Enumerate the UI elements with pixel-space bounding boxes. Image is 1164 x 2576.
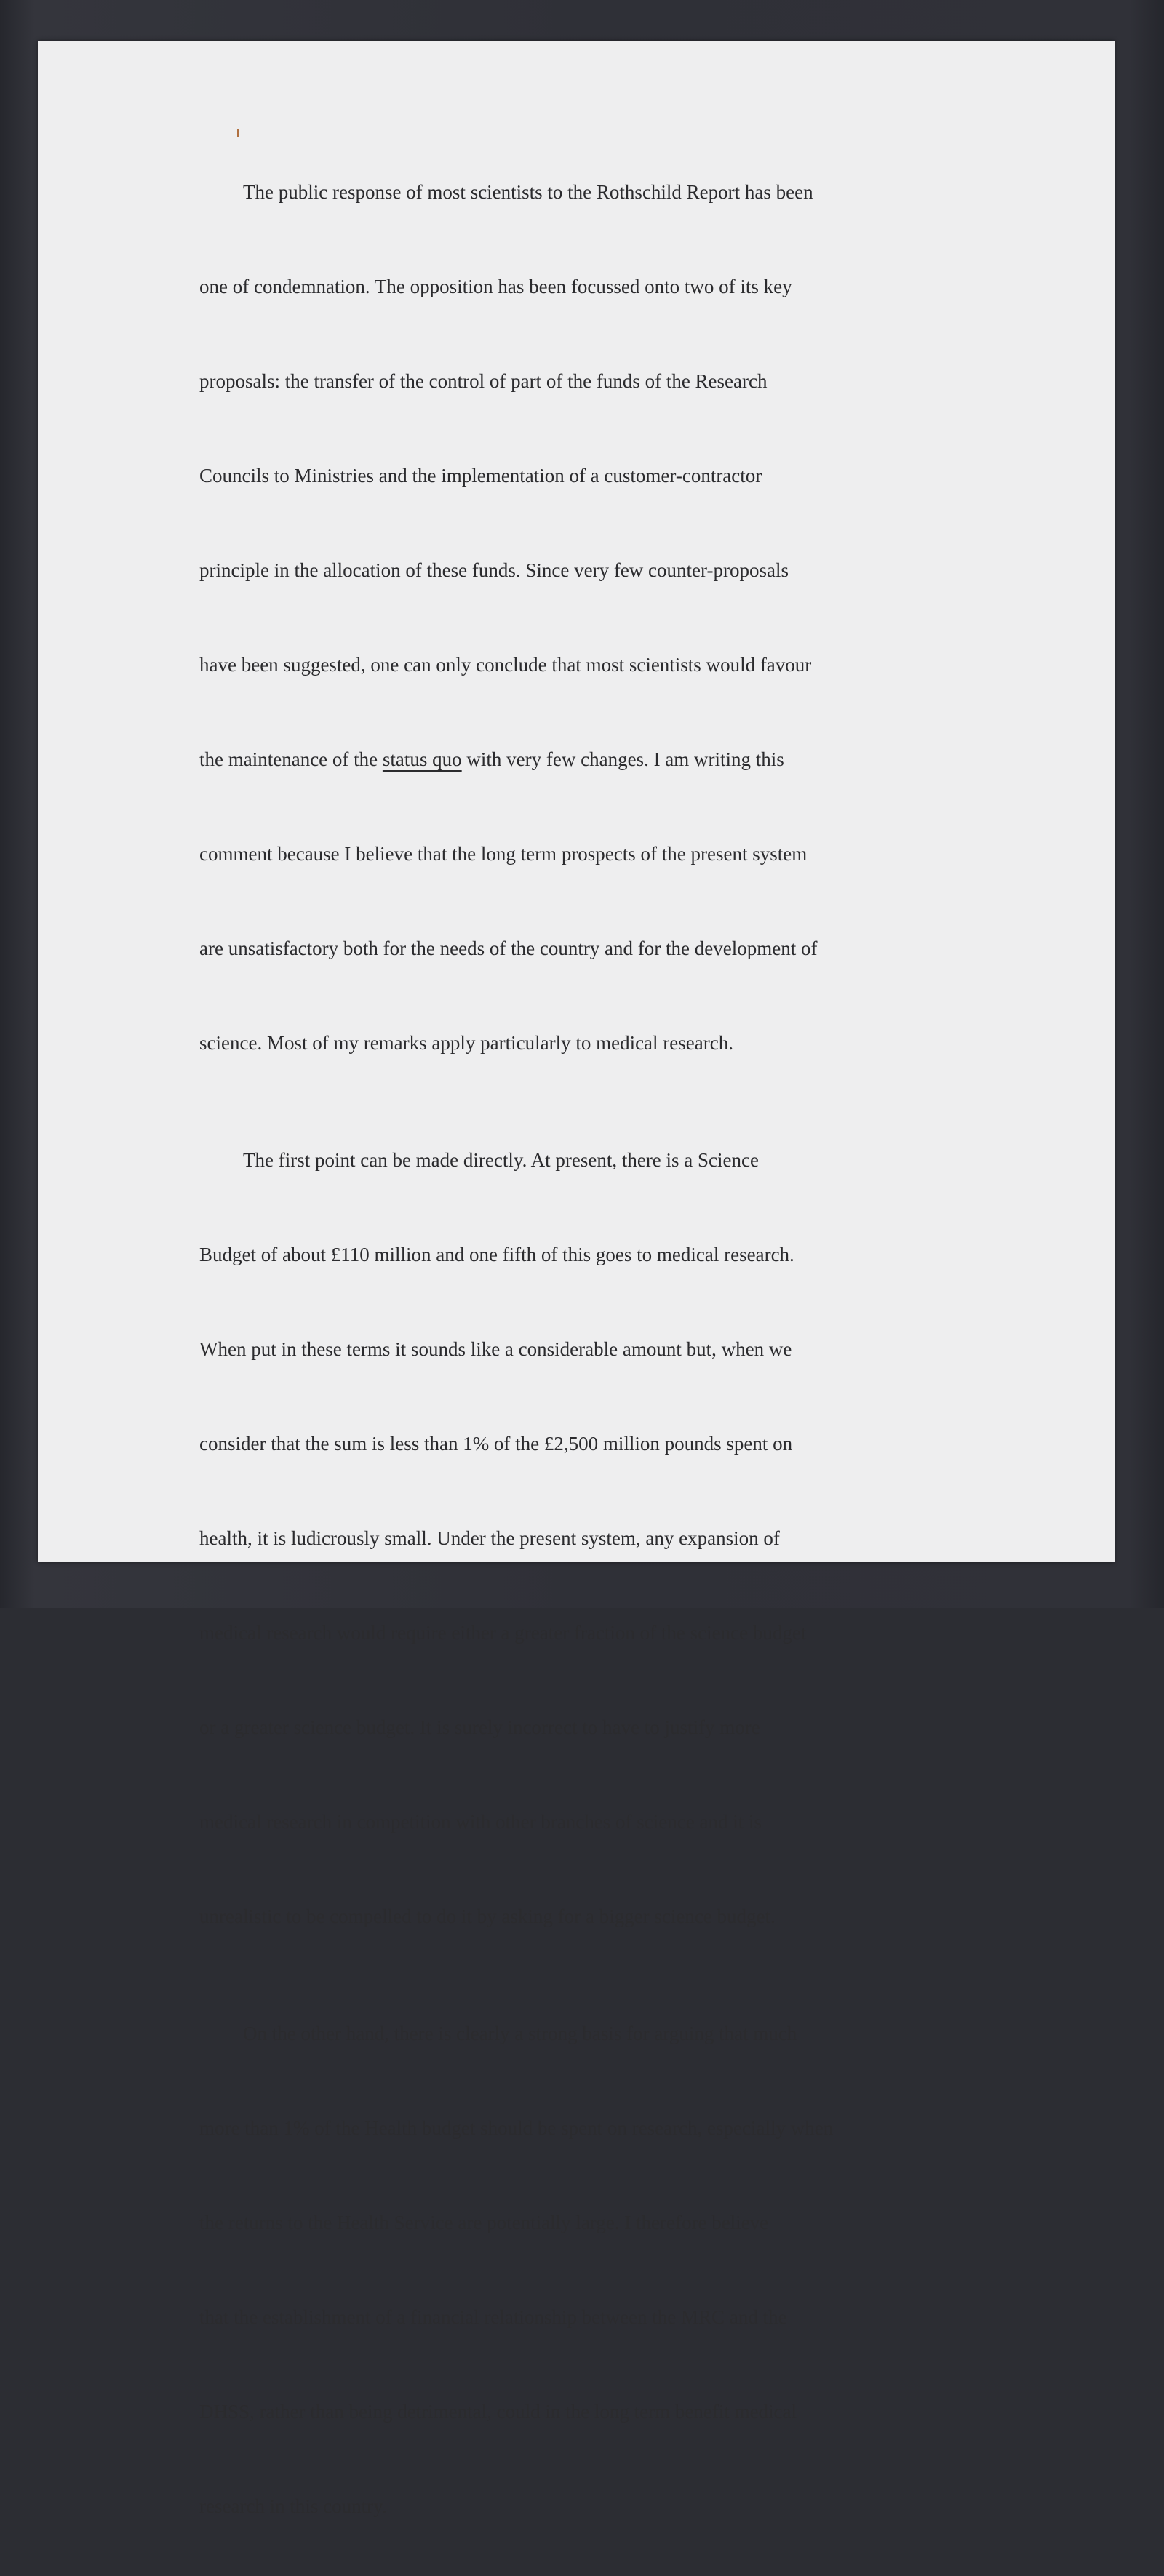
paragraph-2-line: When put in these terms it sounds like a considerable amount but, when we bbox=[199, 1338, 792, 1360]
paragraph-2-line: medical research would require either a greater fraction of the science budget bbox=[199, 1622, 807, 1644]
paragraph-1-line: Councils to Ministries and the implementation of a customer-contractor bbox=[199, 465, 762, 487]
paragraph-3-line: the returns to the Health Service are potentially large. I therefore believe bbox=[199, 2212, 769, 2233]
document-body bbox=[199, 122, 1029, 2576]
line-text-after: with very few changes. I am writing this bbox=[461, 748, 784, 770]
paragraph-3-line: DHSS, rather than being detrimental, could in the long term benefit medical bbox=[199, 2401, 797, 2423]
paragraph-2-line: medical research in competition with other branches of science and it is bbox=[199, 1811, 762, 1833]
paragraph-2-line: consider that the sum is less than 1% of the £2,500 million pounds spent on bbox=[199, 1433, 793, 1455]
paragraph-3-line: research in this country. bbox=[199, 2495, 387, 2517]
paragraph-2-line: unrealistic to be compelled to do it by asking for a bigger science budget. bbox=[199, 1905, 776, 1927]
paragraph-3-line: On the other hand, there is clearly a strong basis for arguing that much bbox=[243, 2023, 797, 2044]
paragraph-2-line: health, it is ludicrously small. Under the present system, any expansion of bbox=[199, 1527, 780, 1549]
paragraph-2-line: or a greater science budget. It is surely incorrect to have to justify more bbox=[199, 1716, 760, 1738]
underlined-phrase: status quo bbox=[382, 748, 462, 770]
paragraph-1-line: principle in the allocation of these funds. Since very few counter-proposals bbox=[199, 559, 789, 581]
paragraph-1-line: have been suggested, one can only conclude that most scientists would favour bbox=[199, 654, 812, 676]
line-text-before: the maintenance of the bbox=[199, 748, 383, 770]
paragraph-3-line: that the establishment of a financial relationship between the MRC and the bbox=[199, 2306, 787, 2328]
paragraph-2-line: Budget of about £110 million and one fifth of this goes to medical research. bbox=[199, 1244, 794, 1265]
paragraph-2-line: The first point can be made directly. At present, there is a Science bbox=[243, 1149, 759, 1171]
document-page bbox=[38, 41, 1115, 2517]
paragraph-1-line: The public response of most scientists to the Rothschild Report has been bbox=[243, 181, 813, 203]
paragraph-1-line: proposals: the transfer of the control of part of the funds of the Research bbox=[199, 370, 768, 392]
paragraph-3-line: more than 1% of the Health budget should be spent on research, especially when bbox=[199, 2117, 834, 2139]
paragraph-1-line: one of condemnation. The opposition has been focussed onto two of its key bbox=[199, 276, 792, 297]
paragraph-1-line-status-quo bbox=[199, 735, 1029, 784]
paragraph-1-line: comment because I believe that the long term prospects of the present system bbox=[199, 843, 808, 865]
paragraph-1-line: science. Most of my remarks apply particularly to medical research. bbox=[199, 1032, 733, 1054]
paragraph-1-line: are unsatisfactory both for the needs of the country and for the development of bbox=[199, 937, 818, 959]
